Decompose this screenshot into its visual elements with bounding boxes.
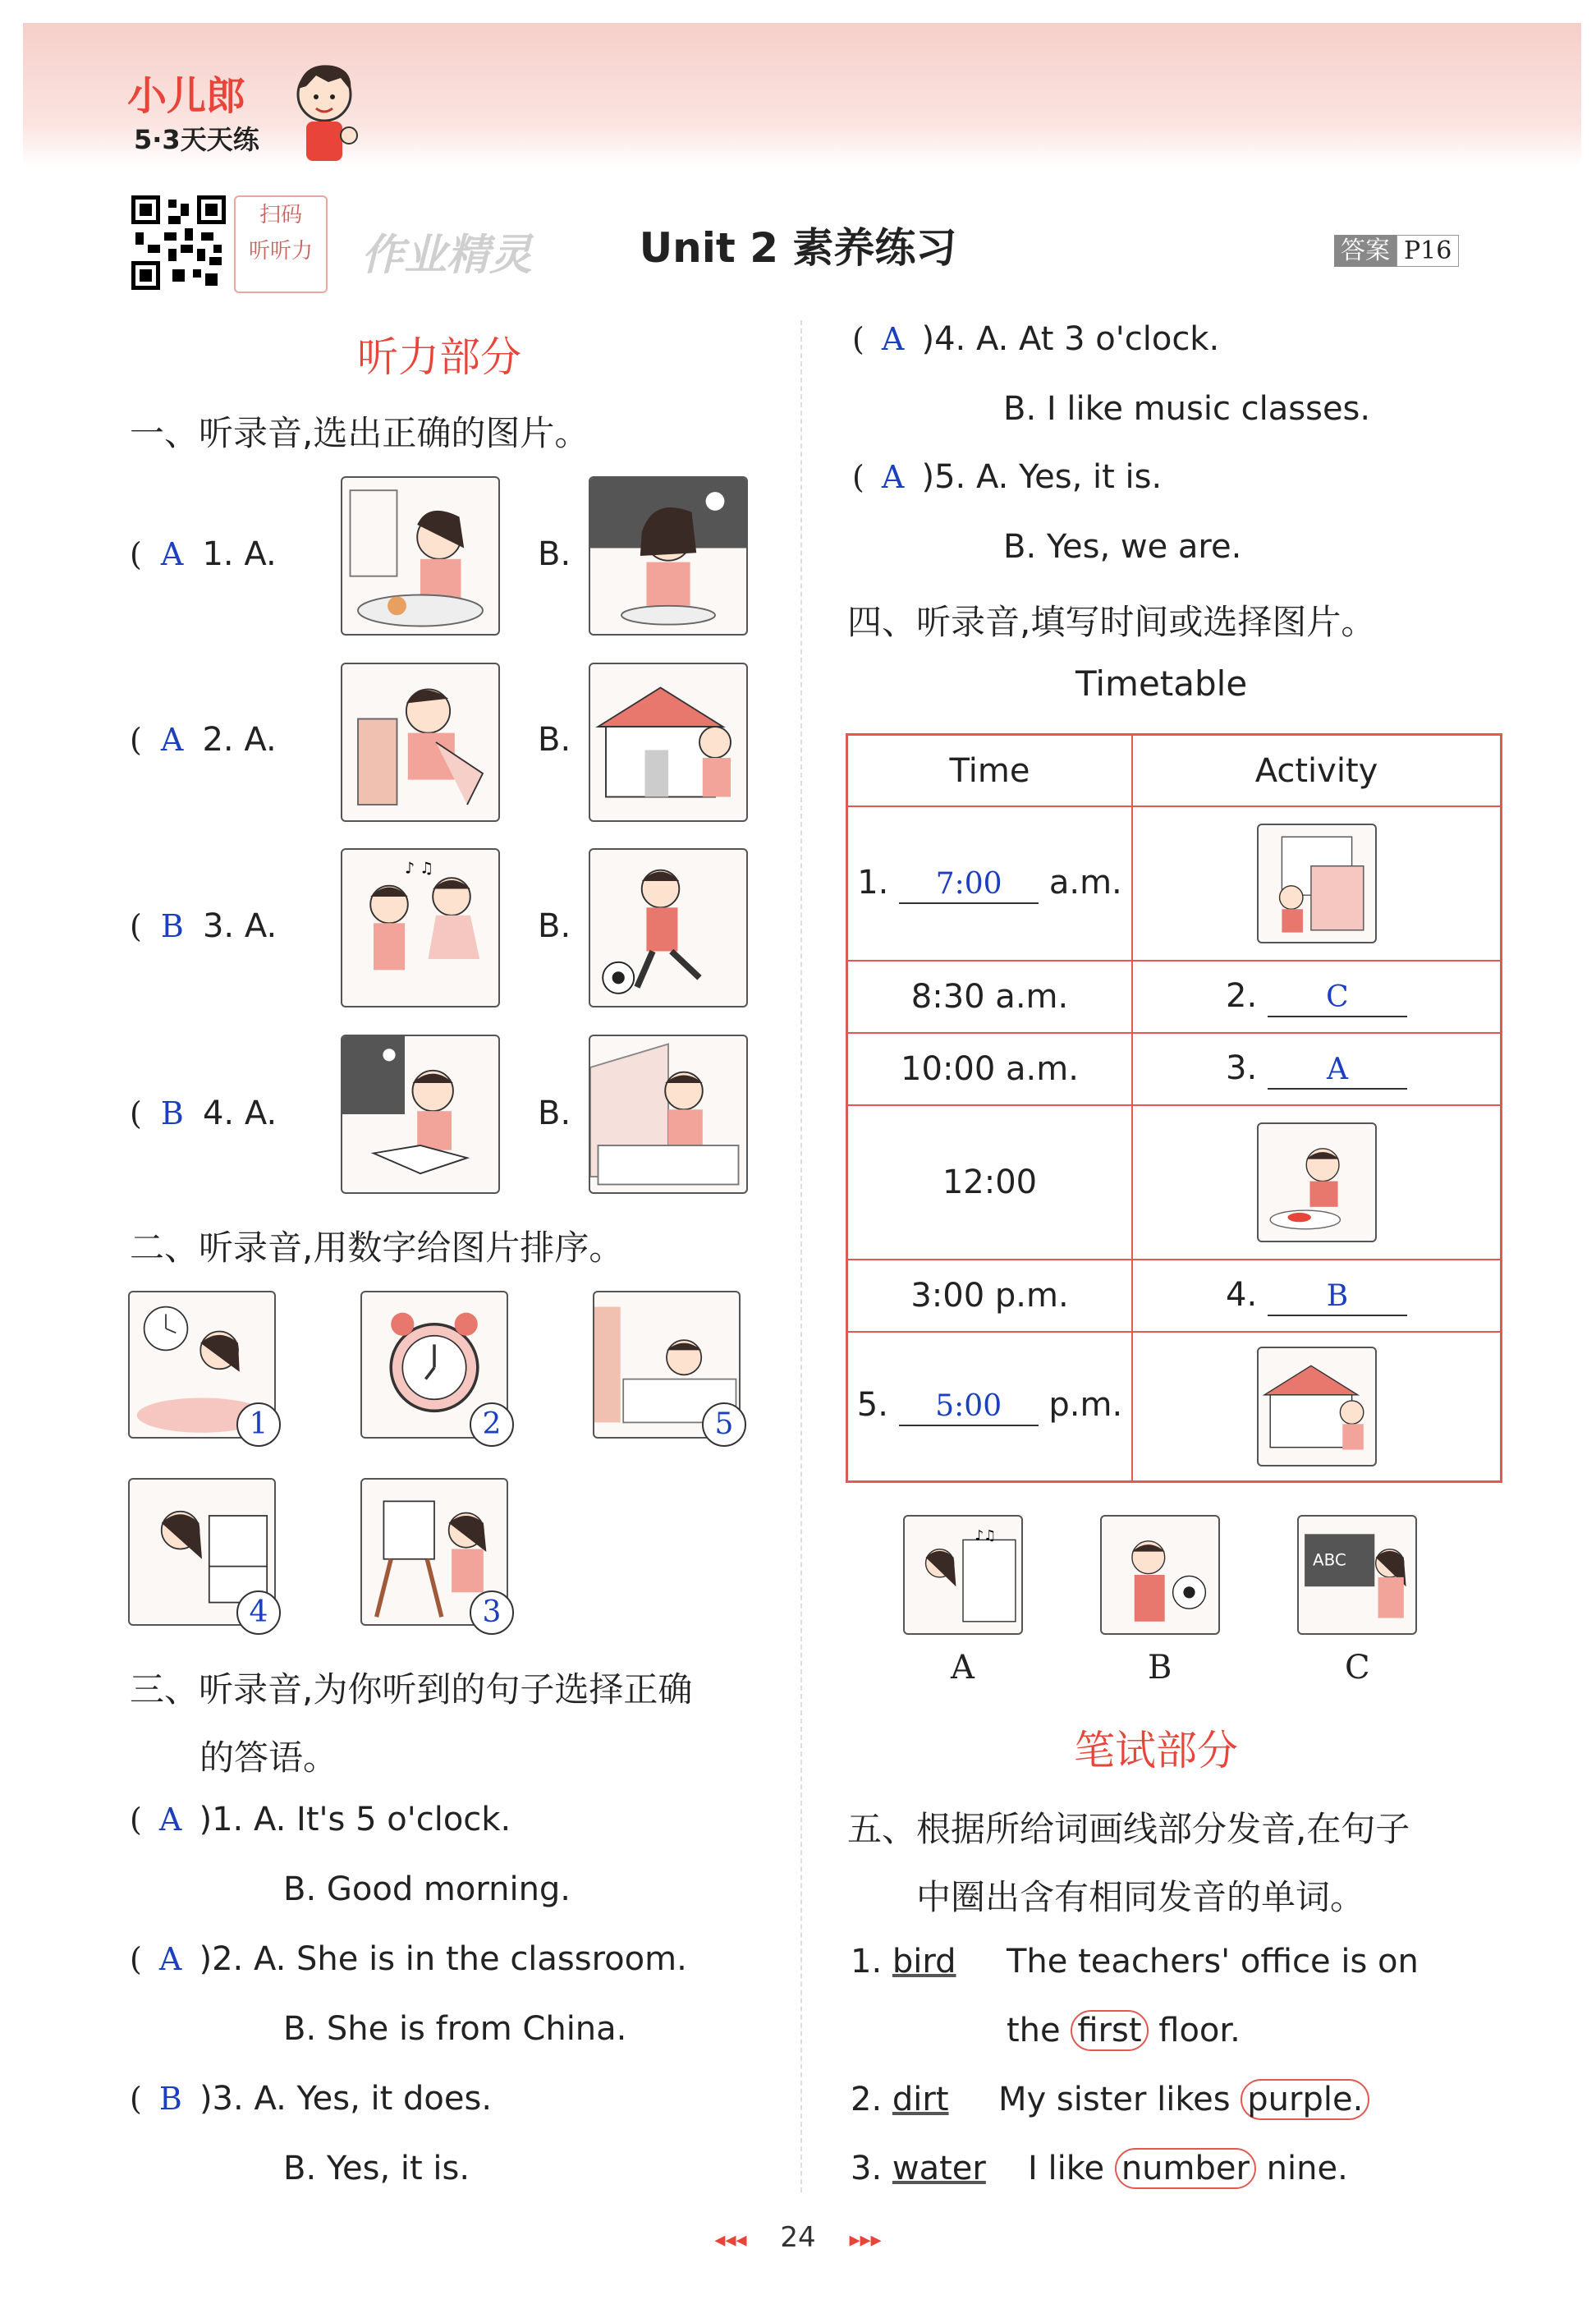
item-number: 2. A.: [202, 721, 277, 759]
picture-go-to-school: [1257, 824, 1377, 943]
mascot-icon: [283, 57, 365, 164]
option-label-c: C: [1345, 1649, 1370, 1687]
answer-value: A: [160, 722, 184, 758]
time-cell: 8:30 a.m.: [847, 961, 1133, 1033]
col-activity-header: Activity: [1132, 735, 1502, 807]
part5-sentence-3: [1028, 2150, 1348, 2187]
picture-wake-up: [589, 1035, 748, 1194]
watermark: 作业精灵: [361, 231, 533, 280]
option-b-label: B.: [538, 1095, 571, 1132]
part1-item-2: [130, 721, 277, 759]
brand-subtitle: 5·3天天练: [134, 124, 259, 155]
part1-item-1: [130, 535, 277, 573]
option-a: )5. A. Yes, it is.: [921, 458, 1163, 496]
row-prefix: 4.: [1226, 1275, 1258, 1314]
part3-item-1: [130, 1801, 511, 1838]
sentence-text: I like: [1028, 2150, 1115, 2187]
row-prefix: 3.: [1226, 1049, 1258, 1087]
answer-value: A: [881, 321, 905, 357]
brand-logo: 小儿郎: [127, 73, 246, 119]
row-prefix: 1.: [857, 863, 889, 902]
order-number: 5: [702, 1402, 746, 1447]
circled-word[interactable]: number: [1115, 2148, 1256, 2189]
svg-text:♪ ♫: ♪ ♫: [405, 859, 434, 878]
order-number: 3: [470, 1590, 514, 1635]
row-suffix: a.m.: [1048, 863, 1122, 902]
page-number: 24: [780, 2221, 816, 2254]
row-prefix: 2.: [1226, 976, 1258, 1015]
part5-sentence-1a: The teachers' office is on: [1007, 1943, 1419, 1980]
part5-sentence-1b: [1007, 2012, 1241, 2049]
answer-value: B: [160, 1095, 184, 1131]
activity-cell: [1132, 806, 1502, 961]
part3-title-2: 的答语。: [200, 1737, 338, 1778]
part3-item-5: [852, 458, 1162, 496]
given-word: dirt: [892, 2081, 949, 2118]
answer-value: A: [158, 1941, 182, 1977]
row-suffix: p.m.: [1048, 1386, 1123, 1425]
paren-open: (: [130, 908, 142, 944]
answer-page: P16: [1396, 235, 1459, 267]
part4-title: 四、听录音,填写时间或选择图片。: [847, 602, 1376, 642]
part3-item-4: [852, 320, 1219, 358]
time-cell: 10:00 a.m.: [847, 1033, 1133, 1105]
option-a: )2. A. She is in the classroom.: [199, 1940, 687, 1978]
time-cell: [847, 1332, 1133, 1481]
paren-open: (: [130, 1801, 142, 1838]
svg-text:♪♫: ♪♫: [975, 1527, 997, 1544]
part5-title-2: 中圈出含有相同发音的单词。: [916, 1877, 1365, 1917]
page-number-footer: [0, 2221, 1596, 2254]
part5-item-2: [851, 2081, 949, 2118]
part5-sentence-2: [998, 2081, 1369, 2118]
order-number: 4: [236, 1590, 281, 1635]
scan-label-1: 扫码: [259, 203, 302, 227]
column-divider: [800, 320, 802, 2192]
given-word: bird: [892, 1943, 956, 1980]
option-b: B. Good morning.: [283, 1870, 571, 1908]
time-cell: 12:00: [847, 1105, 1133, 1260]
option-b-label: B.: [538, 535, 571, 573]
sentence-text: nine.: [1255, 2150, 1348, 2187]
sentence-text: the: [1007, 2012, 1071, 2049]
option-a: )4. A. At 3 o'clock.: [921, 320, 1220, 358]
time-answer[interactable]: 7:00: [899, 866, 1039, 904]
item-number: 1.: [851, 1943, 892, 1980]
activity-cell: [1132, 1105, 1502, 1260]
paren-open: (: [130, 536, 142, 572]
time-answer[interactable]: 5:00: [899, 1388, 1039, 1426]
activity-cell: [1132, 1332, 1502, 1481]
paren-open: (: [130, 1095, 142, 1131]
part5-item-3: [851, 2150, 986, 2187]
timetable: [846, 733, 1502, 1483]
part1-item-4: [130, 1095, 277, 1132]
svg-text:ABC: ABC: [1313, 1550, 1346, 1570]
page-title: Unit 2 素养练习: [639, 224, 957, 272]
writing-heading: 笔试部分: [1074, 1727, 1238, 1774]
picture-option-a-music: [903, 1515, 1023, 1635]
item-number: 3.: [851, 2150, 892, 2187]
answer-label: 答案: [1334, 235, 1396, 267]
answer-value: B: [158, 2081, 182, 2117]
option-b-label: B.: [538, 721, 571, 759]
col-time-header: Time: [847, 735, 1133, 807]
row-prefix: 5.: [856, 1386, 888, 1425]
order-number: 2: [470, 1402, 514, 1447]
picture-breakfast: [341, 476, 500, 636]
part2-title: 二、听录音,用数字给图片排序。: [130, 1228, 624, 1268]
part5-item-1: [851, 1943, 956, 1980]
picture-lunch: [1257, 1122, 1377, 1242]
answer-page-tag[interactable]: [1334, 230, 1459, 266]
picture-option-c-english: [1297, 1515, 1417, 1635]
item-number: 4. A.: [202, 1095, 277, 1132]
sentence-text: floor.: [1148, 2012, 1241, 2049]
timetable-title: Timetable: [1075, 663, 1248, 704]
option-b-label: B.: [538, 907, 571, 945]
option-a: )3. A. Yes, it does.: [199, 2080, 493, 2118]
part5-title-1: 五、根据所给词画线部分发音,在句子: [847, 1809, 1410, 1849]
next-arrows-icon: ▸▸▸: [849, 2228, 882, 2252]
answer-value: B: [160, 908, 184, 944]
item-number: 2.: [851, 2081, 892, 2118]
picture-get-dressed: [341, 663, 500, 822]
option-b: B. Yes, we are.: [1003, 528, 1242, 566]
activity-cell: [1132, 1033, 1502, 1105]
picture-dinner: [589, 476, 748, 636]
paren-open: (: [130, 2081, 142, 2117]
paren-open: (: [852, 459, 864, 495]
answer-value: A: [160, 536, 184, 572]
option-a: )1. A. It's 5 o'clock.: [199, 1801, 511, 1838]
answer-value: A: [158, 1801, 182, 1838]
picture-read-night: [341, 1035, 500, 1194]
sentence-text: My sister likes: [998, 2081, 1241, 2118]
activity-answer[interactable]: B: [1268, 1278, 1407, 1316]
part3-item-3: [130, 2080, 492, 2118]
listening-heading: 听力部分: [357, 333, 521, 381]
item-number: 1. A.: [202, 535, 277, 573]
item-number: 3. A.: [202, 907, 277, 945]
circled-word[interactable]: purple.: [1241, 2079, 1369, 2120]
picture-play-football: [589, 848, 748, 1007]
option-label-a: A: [951, 1649, 975, 1687]
paren-open: (: [130, 722, 142, 758]
scan-label-2: 听听力: [248, 239, 313, 264]
time-cell: [847, 806, 1133, 961]
part3-item-2: [130, 1940, 687, 1978]
activity-cell: [1132, 1260, 1502, 1332]
part3-title-1: 三、听录音,为你听到的句子选择正确: [130, 1669, 693, 1710]
prev-arrows-icon: ◂◂◂: [714, 2228, 747, 2252]
answer-value: A: [881, 459, 905, 495]
time-cell: 3:00 p.m.: [847, 1260, 1133, 1332]
given-word: water: [892, 2150, 986, 2187]
option-label-b: B: [1148, 1649, 1172, 1687]
picture-go-home: [589, 663, 748, 822]
paren-open: (: [130, 1941, 142, 1977]
option-b: B. I like music classes.: [1003, 390, 1371, 428]
option-b: B. She is from China.: [283, 2010, 627, 2048]
paren-open: (: [852, 321, 864, 357]
activity-answer[interactable]: A: [1268, 1052, 1407, 1090]
picture-sing-dance: [341, 848, 500, 1007]
activity-answer[interactable]: C: [1268, 980, 1407, 1017]
picture-go-home: [1257, 1347, 1377, 1466]
part1-title: 一、听录音,选出正确的图片。: [130, 413, 589, 453]
order-number: 1: [236, 1402, 281, 1447]
picture-option-b-pe: [1100, 1515, 1220, 1635]
part1-item-3: [130, 907, 277, 945]
circled-word[interactable]: first: [1071, 2010, 1148, 2051]
activity-cell: [1132, 961, 1502, 1033]
option-b: B. Yes, it is.: [283, 2150, 470, 2187]
